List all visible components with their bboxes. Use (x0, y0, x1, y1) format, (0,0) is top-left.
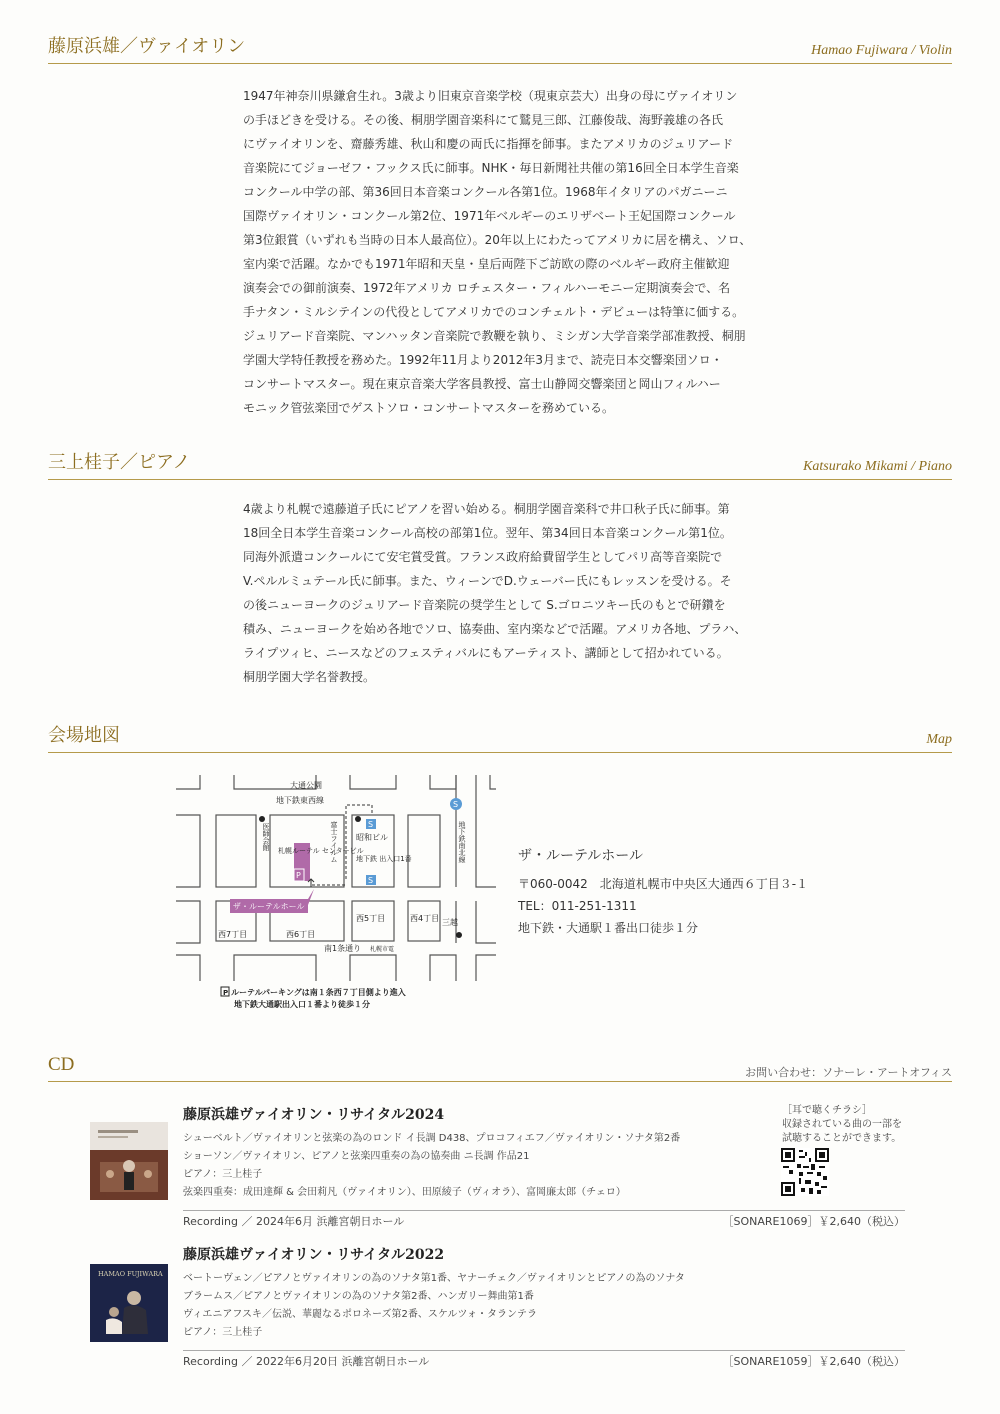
parking-note-p: P (223, 989, 229, 997)
mikami-bio-line: 同海外派遣コンクールにて安宅賞受賞。フランス政府給費留学生としてパリ高等音楽院で (243, 550, 723, 564)
album-2024-track: シューベルト／ヴァイオリンと弦楽の為のロンド イ長調 D438、プロコフィエフ／ヴァイオリン・ソナタ第2番 (183, 1133, 681, 1144)
mikami-heading (48, 454, 952, 480)
venue-tag-label: ザ・ルーテルホール (233, 902, 305, 911)
parking-note-1: ルーテルパーキングは南１条西７丁目側より進入 (231, 988, 406, 997)
label-ishi-kaikan: 医師会館 (262, 823, 270, 851)
fujiwara-heading (48, 38, 952, 64)
fujiwara-bio-line: 第3位銀賞（いずれも当時の日本人最高位）。20年以上にわたってアメリカに居を構え、ソロ、 (243, 233, 752, 247)
parking-note-2: 地下鉄大通駅出入口１番より徒歩１分 (234, 1000, 370, 1009)
cd-contact: お問い合わせ：ソナーレ・アートオフィス (745, 1066, 952, 1079)
venue-map (176, 775, 496, 1015)
fujiwara-bio-line: 手ナタン・ミルシテインの代役としてアメリカでのコンチェルト・デビューは特筆に価する。 (243, 305, 745, 319)
mikami-bio-line: 桐朋学園大学名誉教授。 (243, 670, 376, 684)
subway-s-2: S (368, 876, 374, 885)
mikami-bio-line: V.ペルルミュテール氏に師事。また、ウィーンでD.ウェーバー氏にもレッスンを受ける。そ (243, 574, 732, 588)
album-2022-track: ヴィエニアフスキ／伝説、華麗なるポロネーズ第2番、スケルツォ・タランテラ (183, 1309, 537, 1320)
album-2024-recording-line (183, 1210, 905, 1226)
album-cover-2024 (90, 1122, 168, 1200)
album-2024-track: ショーソン／ヴァイオリン、ピアノと弦楽四重奏の為の協奏曲 ニ長調 作品21 (183, 1151, 530, 1162)
album-2024-recording: Recording ／ 2024年6月 浜離宮朝日ホール (183, 1215, 405, 1228)
album-2022 (183, 1244, 903, 1342)
label-tozai-line: 地下鉄東西線 (276, 796, 324, 805)
label-showa-bldg: 昭和ビル (356, 833, 388, 842)
qr-code[interactable] (781, 1148, 829, 1196)
map-heading-jp: 会場地図 (48, 725, 120, 746)
fujiwara-heading-en: Hamao Fujiwara / Violin (811, 43, 952, 58)
label-lutheran-center: 札幌ルーテル センタービル (278, 847, 364, 855)
subway-s-1: S (368, 820, 374, 829)
mikami-heading-en: Katsurako Mikami / Piano (803, 459, 952, 474)
venue-access: 地下鉄・大通駅１番出口徒歩１分 (518, 921, 699, 935)
venue-name: ザ・ルーテルホール (518, 848, 644, 864)
fujiwara-bio-line: コンサートマスター。現在東京音楽大学客員教授、富士山静岡交響楽団と岡山フィルハー (243, 377, 721, 391)
subway-s-3: S (453, 800, 459, 809)
fujiwara-bio-line: 室内楽で活躍。なかでも1971年昭和天皇・皇后両陛下ご訪欧の際のベルギー政府主催歓迎 (243, 257, 730, 271)
album-2024-title: 藤原浜雄ヴァイオリン・リサイタル2024 (183, 1107, 445, 1123)
map-heading-en: Map (926, 732, 952, 747)
fujiwara-bio-line: ジュリアード音楽院、マンハッタン音楽院で教鞭を執り、ミシガン大学音楽学部准教授、桐朋 (243, 329, 746, 343)
mikami-heading-jp: 三上桂子／ピアノ (48, 452, 191, 473)
label-nanboku-line: 地下鉄南北線 (458, 821, 466, 863)
album-2022-recording: Recording ／ 2022年6月20日 浜離宮朝日ホール (183, 1355, 430, 1368)
fujiwara-bio-line: 演奏会での御前演奏、1972年アメリカ ロチェスター・フィルハーモニー定期演奏会で、名 (243, 281, 731, 295)
venue-info (518, 845, 808, 939)
fujiwara-bio-line: 1947年神奈川県鎌倉生れ。3歳より旧東京音楽学校（現東京芸大）出身の母にヴァイオリン (243, 89, 738, 103)
parking-p-label: P (296, 871, 301, 880)
label-subway-exit: 地下鉄 出入口1番 (356, 855, 412, 863)
fujiwara-bio-line: 国際ヴァイオリン・コンクール第2位、1971年ベルギーのエリザベート王妃国際コンクール (243, 209, 736, 223)
fujiwara-bio-line: モニック管弦楽団でゲストソロ・コンサートマスターを務めている。 (243, 401, 615, 415)
venue-address: 〒060‐0042 北海道札幌市中央区大通西６丁目３‐１ (518, 877, 809, 891)
fujiwara-bio-line: の手ほどきを受ける。その後、桐朋学園音楽科にて鷲見三郎、江藤俊哉、海野義雄の各氏 (243, 113, 724, 127)
mikami-bio-line: 積み、ニューヨークを始め各地でソロ、協奏曲、室内楽などで活躍。アメリカ各地、プラハ、 (243, 622, 747, 636)
album-2022-track: ブラームス／ピアノとヴァイオリンの為のソナタ第2番、ハンガリー舞曲第1番 (183, 1291, 534, 1302)
fujiwara-bio (243, 84, 763, 420)
label-nishi5: 西5丁目 (356, 914, 386, 923)
qr-text-line: ［耳で聴くチラシ］ (782, 1105, 872, 1116)
label-nishi4: 西4丁目 (410, 914, 440, 923)
label-tram: 札幌市電 (370, 946, 395, 953)
mikami-bio-line: 4歳より札幌で遠藤道子氏にピアノを習い始める。桐朋学園音楽科で井口秋子氏に師事。第 (243, 502, 730, 516)
fujiwara-bio-line: コンクール中学の部、第36回日本音楽コンクール各第1位。1968年イタリアのパガニーニ (243, 185, 728, 199)
fujiwara-bio-line: にヴァイオリンを、齋藤秀雄、秋山和慶の両氏に指揮を師事。またアメリカのジュリアード (243, 137, 734, 151)
album-2024-track: ピアノ：三上桂子 (183, 1169, 263, 1180)
map-heading (48, 727, 952, 753)
label-nishi7: 西7丁目 (218, 930, 248, 939)
label-minami1: 南1条通り (324, 944, 362, 953)
label-mitsukoshi: 三越 (442, 918, 458, 927)
album-2022-title: 藤原浜雄ヴァイオリン・リサイタル2022 (183, 1247, 445, 1263)
fujiwara-heading-jp: 藤原浜雄／ヴァイオリン (48, 36, 246, 57)
album-2022-price: ［SONARE1059］￥2,640（税込） (722, 1355, 905, 1368)
album-2022-track: ピアノ：三上桂子 (183, 1327, 263, 1338)
fujiwara-bio-line: 学園大学特任教授を務めた。1992年11月より2012年3月まで、読売日本交響楽団ソロ・ (243, 353, 723, 367)
mikami-bio-line: ライプツィヒ、ニースなどのフェスティバルにもアーティスト、講師として招かれている。 (243, 646, 729, 660)
cd-heading-label: CD (48, 1054, 75, 1075)
fujiwara-bio-line: 音楽院にてジョーゼフ・フックス氏に師事。NHK・毎日新聞社共催の第16回全日本学生音楽 (243, 161, 739, 175)
qr-text-line: 試聴することができます。 (782, 1133, 902, 1144)
album-2022-recording-line (183, 1350, 905, 1366)
album-2024-price: ［SONARE1069］￥2,640（税込） (722, 1215, 905, 1228)
album-2024-track: 弦楽四重奏：成田達輝 & 会田莉凡（ヴァイオリン）、田原綾子（ヴィオラ）、富岡廉太郎（チェロ） (183, 1187, 626, 1198)
label-nishi6: 西6丁目 (286, 930, 316, 939)
qr-description (782, 1104, 902, 1146)
label-fuji-film: 富士フイルム (330, 821, 338, 863)
venue-tel: TEL：011‐251‐1311 (518, 899, 637, 913)
mikami-bio (243, 497, 763, 689)
mikami-bio-line: 18回全日本学生音楽コンクール高校の部第1位。翌年、第34回日本音楽コンクール第1位。 (243, 526, 732, 540)
label-odori-park: 大通公園 (290, 781, 322, 790)
album-cover-2022 (90, 1264, 168, 1342)
qr-text-line: 収録されている曲の一部を (782, 1119, 902, 1130)
album-2022-track: ベートーヴェン／ピアノとヴァイオリンの為のソナタ第1番、ヤナーチェク／ヴァイオリンとピアノの為のソナタ (183, 1273, 685, 1284)
cover-2022-title: HAMAO FUJIWARA (98, 1270, 163, 1278)
mikami-bio-line: の後ニューヨークのジュリアード音楽院の奨学生として S.ゴロニツキー氏のもとで研鑽を (243, 598, 726, 612)
